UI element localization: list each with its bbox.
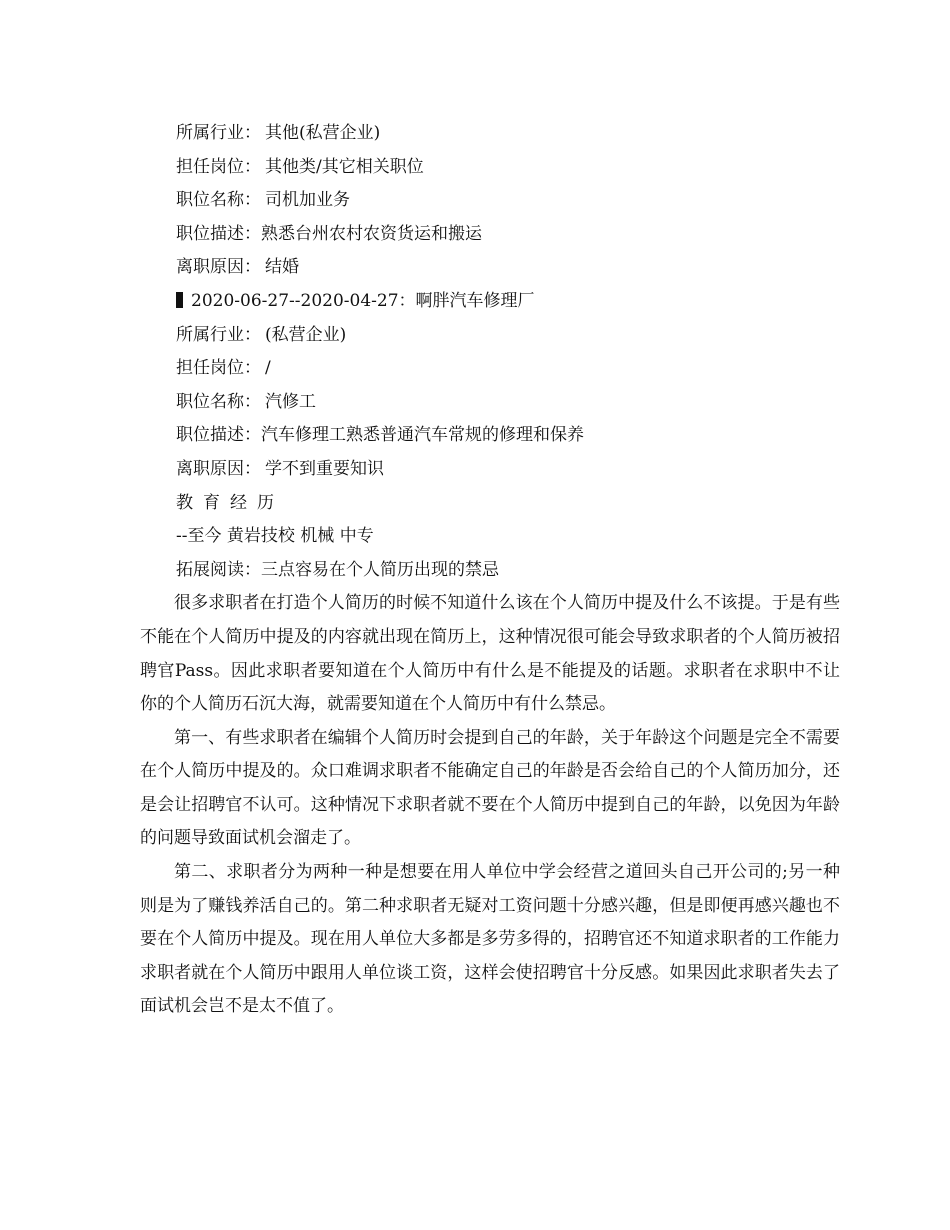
job2-leave-label: 离职原因： [176,458,261,479]
job2-position-value: / [265,358,271,379]
job1-title [140,184,840,218]
job1-leave-label: 离职原因： [176,257,261,278]
article-heading: 拓展阅读：三点容易在个人简历出现的禁忌 [176,559,499,580]
bullet-marker-icon [176,292,183,308]
job2-header [140,285,840,319]
job1-desc-value: 熟悉台州农村农资货运和搬运 [261,223,482,244]
job1-position [140,151,840,185]
job1-leave-reason [140,251,840,285]
job2-title [140,386,840,420]
job2-position [140,352,840,386]
education-entry: --至今 黄岩技校 机械 中专 [176,526,374,547]
job1-description [140,218,840,252]
job1-title-value: 司机加业务 [265,190,350,211]
job2-description [140,419,840,453]
education-heading: 教育经历 [176,492,284,513]
job2-industry [140,319,840,353]
job1-position-value: 其他类/其它相关职位 [265,156,424,177]
job1-industry-label: 所属行业： [176,123,261,143]
job1-desc-label: 职位描述： [176,223,261,244]
job2-header-text: 2020-06-27--2020-04-27：啊胖汽车修理厂 [191,290,535,311]
job2-leave-value: 学不到重要知识 [265,458,384,479]
job2-title-value: 汽修工 [265,391,316,412]
job2-position-label: 担任岗位： [176,358,261,379]
article-paragraph-2: 第一、有些求职者在编辑个人简历时会提到自己的年龄，关于年龄这个问题是完全不需要在个人简历中提及的。众口难调求职者不能确定自己的年龄是否会给自己的个人简历加分，还是会让招聘官不认可。这种情况下求职者就不要在个人简历中提到自己的年龄，以免因为年龄的问题导致面试机会溜走了。 [140,727,840,849]
job2-leave-reason [140,453,840,487]
job1-position-label: 担任岗位： [176,156,261,177]
job1-leave-value: 结婚 [265,257,299,278]
job2-desc-label: 职位描述： [176,425,261,446]
job2-industry-label: 所属行业： [176,324,261,345]
job2-industry-value: (私营企业) [265,324,347,345]
job2-desc-value: 汽车修理工熟悉普通汽车常规的修理和保养 [261,425,584,446]
job2-title-label: 职位名称： [176,391,261,412]
job1-title-label: 职位名称： [176,190,261,211]
job1-industry-value: 其他(私营企业) [265,123,381,143]
job1-industry [140,117,840,151]
article-paragraph-3: 第二、求职者分为两种一种是想要在用人单位中学会经营之道回头自己开公司的;另一种则是为了赚钱养活自己的。第二种求职者无疑对工资问题十分感兴趣，但是即便再感兴趣也不要在个人简历中提及。现在用人单位大多都是多劳多得的，招聘官还不知道求职者的工作能力求职者就在个人简历中跟用人单位谈工资，这样会使招聘官十分反感。如果因此求职者失去了面试机会岂不是太不值了。 [140,862,840,1017]
article-paragraph-1: 很多求职者在打造个人简历的时候不知道什么该在个人简历中提及什么不该提。于是有些不能在个人简历中提及的内容就出现在简历上，这种情况很可能会导致求职者的个人简历被招聘官Pass。因此求职者要知道在个人简历中有什么是不能提及的话题。求职者在求职中不让你的个人简历石沉大海，就需要知道在个人简历中有什么禁忌。 [140,593,840,715]
